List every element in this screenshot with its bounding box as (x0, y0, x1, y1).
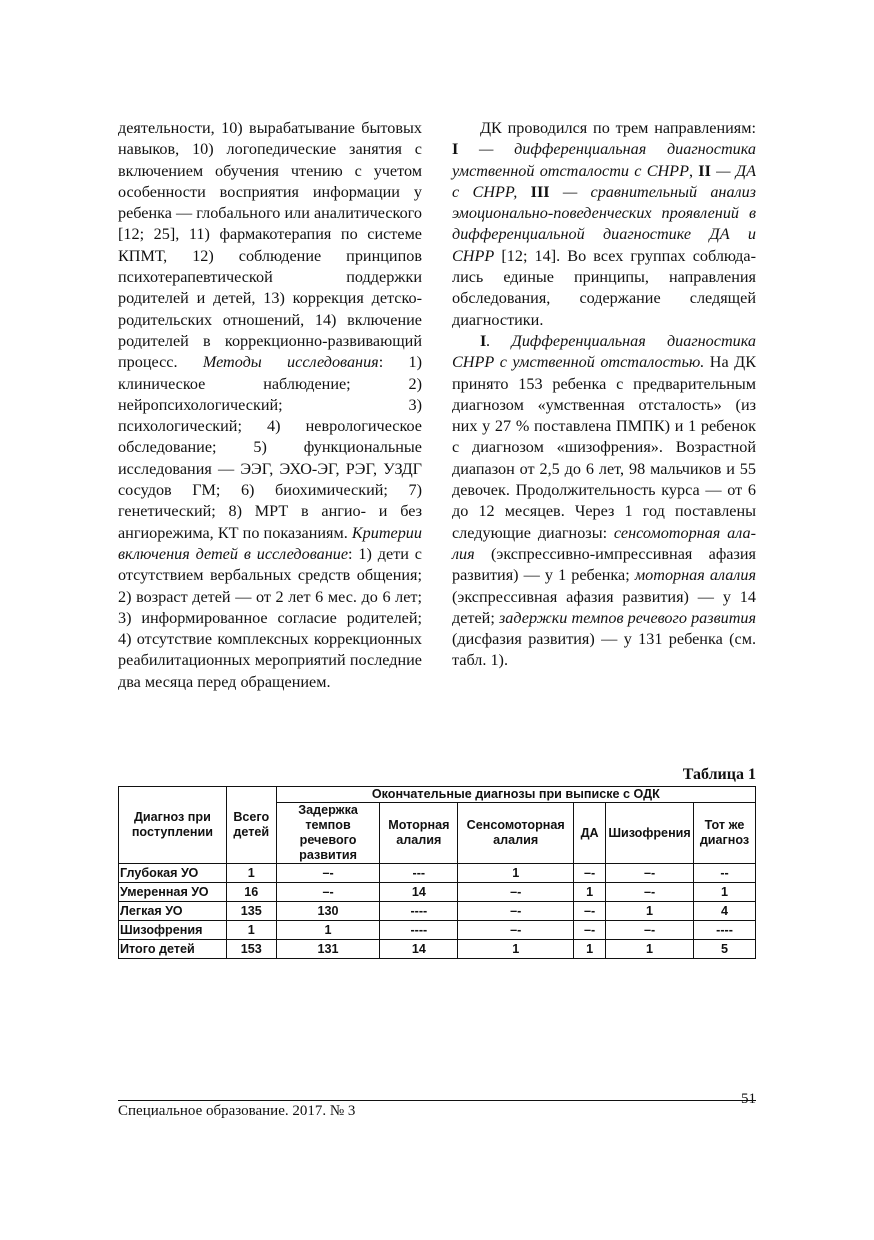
left-column (118, 118, 422, 693)
paragraph-text: ДК проводился по трем направлениям: (480, 119, 756, 137)
row-label: Умеренная УО (119, 883, 227, 902)
criteria-heading: Критерии включения детей в исследование (118, 523, 422, 563)
diagnosis-term: сенсомоторная алалия (452, 523, 757, 563)
table-cell: 131 (276, 940, 380, 959)
cell-total: 1 (226, 921, 276, 940)
roman-numeral: I (452, 140, 459, 159)
table-cell: –- (276, 864, 380, 883)
paragraph-text: [12; 14]. Во всех группах соблюдались единые принципы, направления обследования, содержание следящей диагностики. (452, 246, 756, 329)
table-cell: ---- (380, 921, 458, 940)
table-cell: 1 (458, 864, 574, 883)
table-cell: 14 (380, 940, 458, 959)
table-cell: 1 (606, 940, 694, 959)
table-cell: –- (574, 921, 606, 940)
cell-total: 135 (226, 902, 276, 921)
table-row (119, 902, 756, 921)
table-header-row (119, 787, 756, 803)
paragraph-text: : 1) клиническое наблюдение; 2) нейропсихологический; 3) психологический; 4) неврологическое обследование; 5) функциональные исследования — ЭЭГ, ЭХО-ЭГ, РЭГ, УЗДГ сосудов ГМ; 6) биохимический; 7) генетический; 8) МРТ в ангио- и без ангиорежима, КТ по показаниям. (118, 353, 422, 542)
table-cell: –- (606, 883, 694, 902)
cell-total: 1 (226, 864, 276, 883)
table-cell: –- (606, 921, 694, 940)
table-cell: 1 (574, 883, 606, 902)
header-group: Окончательные диагнозы при выписке с ОДК (276, 787, 755, 803)
header-col: Шизофрения (606, 803, 694, 864)
table-cell: ---- (380, 902, 458, 921)
cell-total: 16 (226, 883, 276, 902)
table-caption: Таблица 1 (682, 766, 756, 783)
separator: , (688, 161, 699, 180)
row-label: Шизофрения (119, 921, 227, 940)
table-cell: 1 (574, 940, 606, 959)
left-paragraph (118, 118, 422, 693)
table-cell: --- (380, 864, 458, 883)
table-row (119, 921, 756, 940)
table-row-total (119, 940, 756, 959)
row-label: Легкая УО (119, 902, 227, 921)
table-cell: 14 (380, 883, 458, 902)
table-cell: –- (458, 883, 574, 902)
table-row (119, 883, 756, 902)
table-cell: –- (458, 902, 574, 921)
table-row (119, 864, 756, 883)
cell-total: 153 (226, 940, 276, 959)
table-cell: 130 (276, 902, 380, 921)
page-footer (118, 1091, 756, 1120)
header-col: Сенсомоторная алалия (458, 803, 574, 864)
directions-paragraph (452, 118, 756, 331)
paragraph-text: (экспрессивно-импрессивная афазия развития) — у 1 ребенка; (452, 544, 756, 585)
table-cell: –- (606, 864, 694, 883)
paragraph-text: деятельности, 10) вырабатывание бытовых навыков, 10) логопедические занятия с включением обучения чтению с учетом особенности восприятия информации у ребенка — глобального или аналитического [12; 25], 11) фармакотерапия по системе КПМТ, 12) соблюдение принципов психотерапевтической поддержки родителей и детей, 13) коррекция детско-родительских отношений, 14) включение родителей в коррекционно-развивающий процесс. (118, 119, 422, 372)
table-cell: –- (574, 864, 606, 883)
header-diagnosis: Диагноз при поступлении (119, 787, 227, 864)
row-label: Глубокая УО (119, 864, 227, 883)
journal-citation: Специальное образование. 2017. № 3 (118, 1103, 356, 1119)
table-cell: –- (458, 921, 574, 940)
table-cell: 4 (694, 902, 756, 921)
header-total: Всего детей (226, 787, 276, 864)
table-cell: 1 (458, 940, 574, 959)
table-cell: –- (276, 883, 380, 902)
roman-numeral: II (698, 161, 711, 180)
section-one-paragraph (452, 331, 756, 672)
header-col: Задержка темпов речевого развития (276, 803, 380, 864)
separator (517, 183, 530, 201)
right-column (452, 118, 756, 672)
page-number: 51 (741, 1091, 756, 1107)
diagnosis-table (118, 786, 756, 959)
table-cell: –- (574, 902, 606, 921)
table-cell: 5 (694, 940, 756, 959)
table-cell: ---- (694, 921, 756, 940)
direction-two: — ДА с СНРР, (452, 161, 756, 201)
roman-numeral: I (480, 331, 487, 350)
table-cell: -- (694, 864, 756, 883)
paragraph-text: На ДК принято 153 ребенка с предварительным диагнозом «умственная отсталость» (из них у 27 % поставлена ПМПК) и 1 ребенок с диагнозом «шизофрения». Возрастной диапазон от 2,5 до 6 лет, 98 мальчиков и 55 девочек. Продолжительность курса — от 6 до 12 месяцев. Через 1 год поставлены следующие диагнозы: (452, 353, 756, 542)
section-title: . Дифференциальная диагностика СНРР с умственной отсталостью. (452, 331, 756, 372)
diagnosis-term: задержки темпов речевого развития (498, 608, 757, 627)
table-cell: 1 (276, 921, 380, 940)
table-cell: 1 (694, 883, 756, 902)
diagnosis-term: моторная алалия (634, 566, 756, 585)
row-label: Итого детей (119, 940, 227, 959)
paragraph-text: : 1) дети с отсутствием вербальных средств общения; 2) возраст детей — от 2 лет 6 мес. до 6 лет; 3) информированное согласие родителей; 4) отсутствие комплексных коррекционных реабилитационных мероприятий последние два месяца перед обращением. (118, 544, 422, 691)
paragraph-text: (экспрессивная афазия развития) — у 14 детей; (452, 587, 756, 627)
header-col: ДА (574, 803, 606, 864)
table-cell: 1 (606, 902, 694, 921)
direction-one: — дифференциальная диагностика умственной отсталости с СНРР (452, 140, 756, 180)
paragraph-text: (дисфазия развития) — у 131 ребенка (см. табл. 1). (452, 630, 756, 670)
header-col: Тот же диагноз (694, 803, 756, 864)
methods-heading: Методы исследования (202, 353, 379, 372)
header-col: Моторная алалия (380, 803, 458, 864)
direction-three: — сравнительный анализ эмоционально-поведенческих проявлений в дифференциальной диагностике ДА и СНРР (452, 182, 757, 265)
roman-numeral: III (530, 182, 550, 201)
